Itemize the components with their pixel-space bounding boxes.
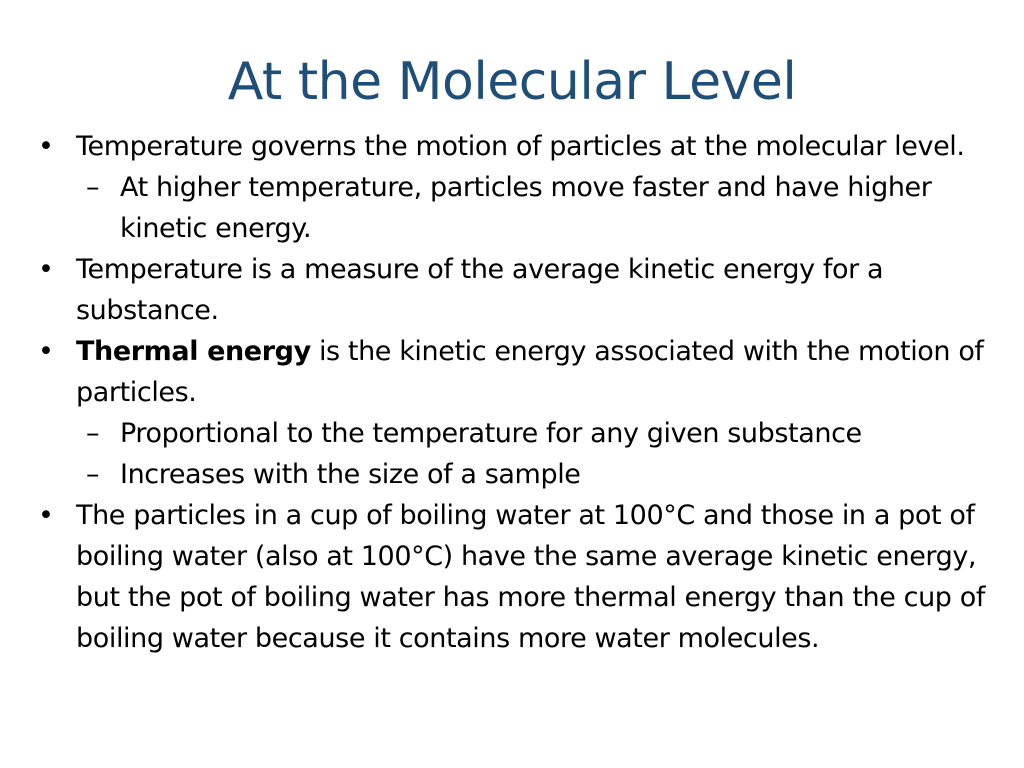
bullet-item bbox=[30, 249, 1000, 331]
bullet-item bbox=[30, 126, 1000, 167]
bullet-text: Temperature governs the motion of particles at the molecular level. bbox=[76, 131, 965, 162]
bullet-mark: • bbox=[38, 336, 54, 367]
sub-bullet-text: Proportional to the temperature for any given substance bbox=[120, 418, 862, 449]
sub-bullet-text: Increases with the size of a sample bbox=[120, 459, 581, 490]
bullet-mark: • bbox=[38, 131, 54, 162]
bold-term: Thermal energy bbox=[76, 336, 311, 367]
sub-bullet-item bbox=[30, 454, 1000, 495]
bullet-text: is the kinetic energy associated with the motion of particles. bbox=[76, 336, 984, 408]
bullet-item bbox=[30, 331, 1000, 413]
slide-title: At the Molecular Level bbox=[227, 52, 797, 112]
sub-bullet-item bbox=[30, 167, 1000, 249]
bullet-text: Temperature is a measure of the average kinetic energy for a substance. bbox=[76, 254, 884, 326]
bullet-mark: • bbox=[38, 254, 54, 285]
bullet-list bbox=[30, 126, 1000, 659]
sub-bullet-mark: – bbox=[86, 459, 100, 490]
bullet-mark: • bbox=[38, 500, 54, 531]
sub-bullet-text: At higher temperature, particles move faster and have higher kinetic energy. bbox=[120, 172, 932, 244]
sub-bullet-mark: – bbox=[86, 172, 100, 203]
bullet-item bbox=[30, 495, 1000, 659]
sub-bullet-mark: – bbox=[86, 418, 100, 449]
bullet-text: The particles in a cup of boiling water at 100°C and those in a pot of boiling water (also at 100°C) have the same average kinetic energy, but the pot of boiling water has more thermal energy than the cup of boiling water because it contains more water molecules. bbox=[76, 500, 985, 654]
sub-bullet-item bbox=[30, 413, 1000, 454]
